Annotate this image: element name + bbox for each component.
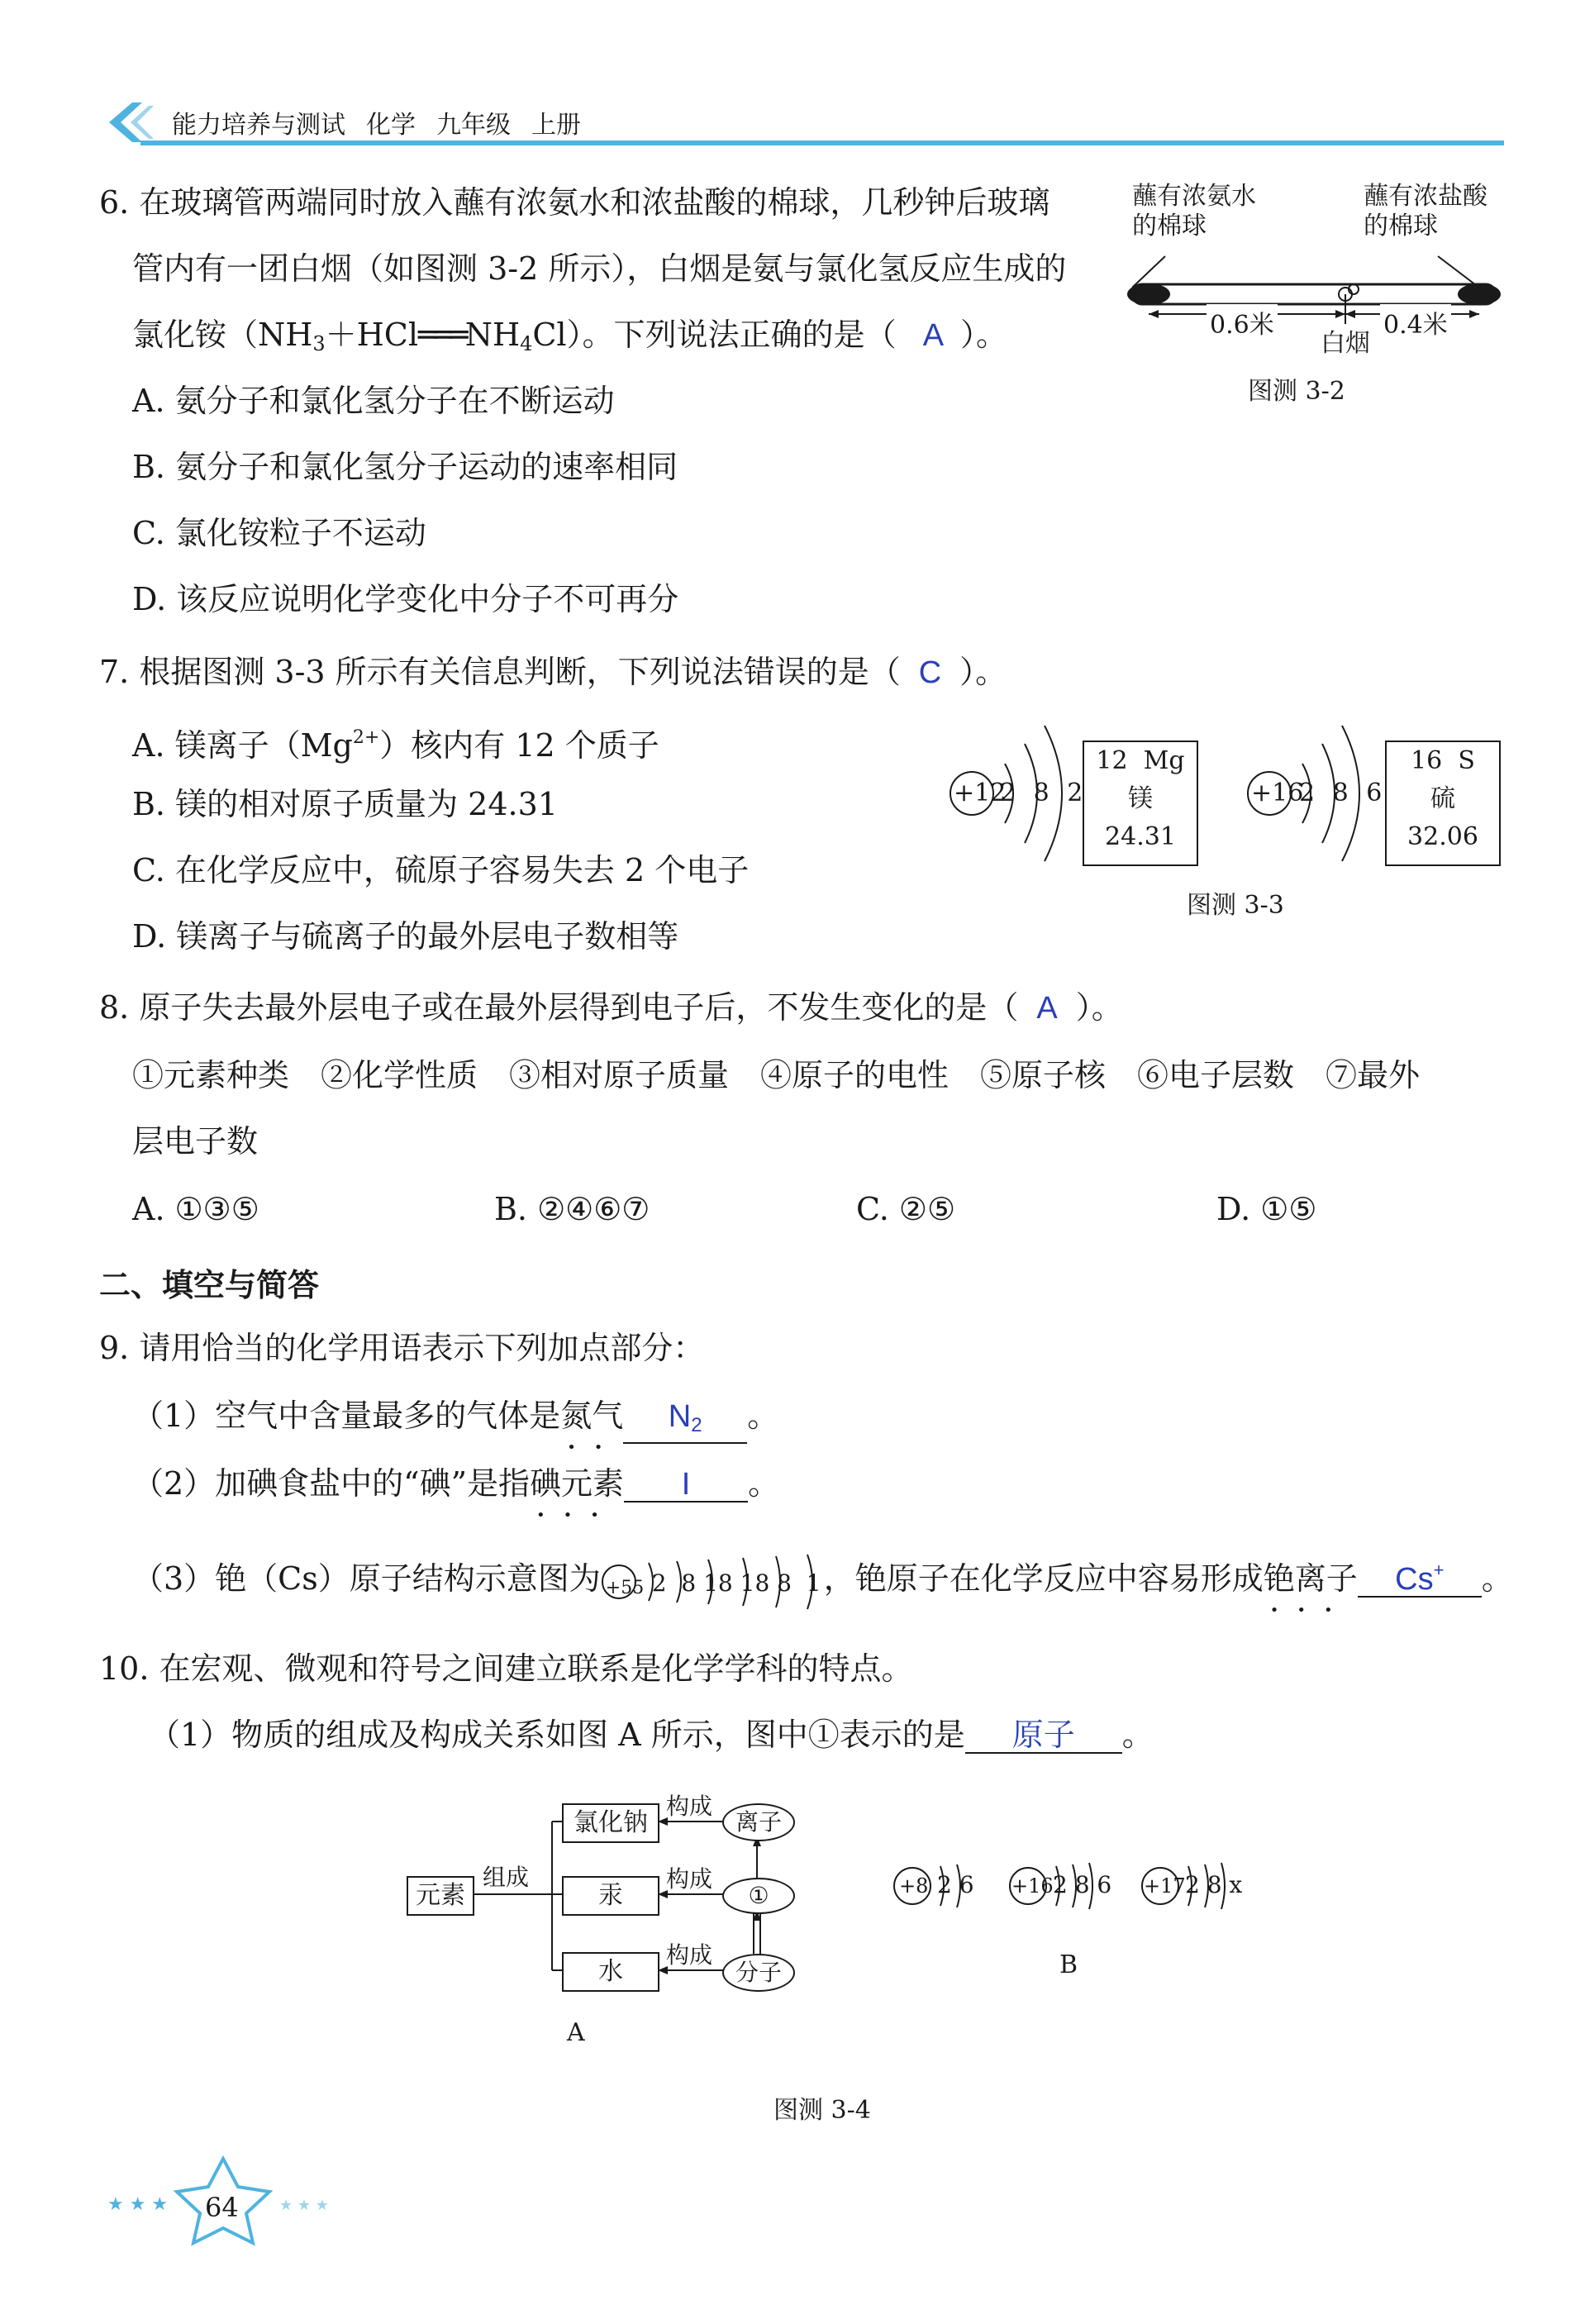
section-2-title: 二、填空与简答 xyxy=(99,1269,320,1303)
q9-p3-answer-blank: Cs+ xyxy=(1358,1554,1482,1598)
q8-option-d: D. ①⑤ xyxy=(1216,1191,1317,1227)
svg-text:★ ★ ★: ★ ★ ★ xyxy=(107,2194,169,2215)
atom-b1-nucleus: +8 xyxy=(899,1874,929,1898)
q8-option-b: B. ②④⑥⑦ xyxy=(494,1191,650,1227)
q7-option-d: D. 镁离子与硫离子的最外层电子数相等 xyxy=(132,918,679,955)
header-rule xyxy=(140,140,1504,145)
fig32-caption: 图测 3-2 xyxy=(1248,377,1345,406)
mg-shells: 2 8 2 xyxy=(1000,779,1083,807)
diagram-b xyxy=(889,1851,1269,1992)
mg-nucleus: +12 xyxy=(954,779,1007,807)
label-build-3: 构成 xyxy=(666,1941,713,1969)
q8-stem: 8. 原子失去最外层电子或在最外层得到电子后，不发生变化的是（ A ）。 xyxy=(99,989,1123,1026)
q8-option-c: C. ②⑤ xyxy=(856,1191,956,1227)
fig34-caption: 图测 3-4 xyxy=(773,2096,871,2125)
header-grade: 九年级 xyxy=(436,112,512,139)
header-arrow-icon xyxy=(99,98,157,147)
q6-line2: 管内有一团白烟（如图测 3-2 所示），白烟是氨与氯化氢反应生成的 xyxy=(132,250,1067,287)
q6-answer: A xyxy=(922,318,945,353)
header-subject: 化学 xyxy=(366,112,416,139)
mg-element-card: 12 Mg 镁 24.31 xyxy=(1083,741,1198,866)
q6-option-c: C. 氯化铵粒子不运动 xyxy=(132,515,426,551)
q7-option-a: A. 镁离子$(Mg^{2+})$核内有 12 个质子 xyxy=(132,727,659,764)
fig33-caption: 图测 3-3 xyxy=(1187,891,1284,920)
figure-3-2 xyxy=(1116,182,1512,413)
header-series: 能力培养与测试 xyxy=(172,112,345,139)
box-nacl: 氯化钠 xyxy=(562,1803,659,1843)
box-hg: 汞 xyxy=(562,1876,659,1916)
q6-option-a: A. 氨分子和氯化氢分子在不断运动 xyxy=(132,383,615,419)
box-water: 水 xyxy=(562,1952,659,1992)
svg-text:★ ★ ★: ★ ★ ★ xyxy=(279,2197,329,2214)
atom-b2-shells: 2 8 6 xyxy=(1053,1871,1112,1898)
q10-p1-answer-blank: 原子 xyxy=(965,1718,1122,1754)
s-nucleus: +16 xyxy=(1251,779,1304,807)
q9-p1-dotted: 氮气 •• xyxy=(560,1398,624,1456)
ellipse-ion: 离子 xyxy=(722,1803,795,1841)
q9-part2: （2）加碘食盐中的“碘”是指碘元素 ••• I 。 xyxy=(132,1465,780,1524)
label-compose: 组成 xyxy=(483,1864,530,1891)
page-footer xyxy=(91,2149,355,2248)
page-number: 64 xyxy=(205,2192,239,2223)
q7-option-b: B. 镁的相对原子质量为 24.31 xyxy=(132,786,558,822)
fig32-smoke-label: 白烟 xyxy=(1321,329,1370,358)
q10-part1: （1）物质的组成及构成关系如图 A 所示，图中①表示的是 原子 。 xyxy=(149,1717,1154,1753)
fig32-dist-right: 0.4米 xyxy=(1380,304,1451,341)
diagram-a-label: A xyxy=(567,2018,585,2047)
q7-option-c: C. 在化学反应中，硫原子容易失去 2 个电子 xyxy=(132,852,750,888)
figure-3-3 xyxy=(942,711,1521,926)
header xyxy=(99,98,1504,147)
fig32-right-label: 蘸有浓盐酸 的棉球 xyxy=(1364,182,1487,240)
q9-stem: 9. 请用恰当的化学用语表示下列加点部分： xyxy=(99,1330,705,1366)
diagram-b-label: B xyxy=(1059,1950,1078,1979)
ellipse-molecule: 分子 xyxy=(722,1954,795,1992)
atom-b2-nucleus: +16 xyxy=(1011,1874,1054,1898)
q6-option-b: B. 氨分子和氯化氢分子运动的速率相同 xyxy=(132,449,678,485)
fig32-left-label: 蘸有浓氨水 的棉球 xyxy=(1132,182,1256,240)
q9-part1: （1）空气中含量最多的气体是氮气 •• $N_2$ 。 xyxy=(132,1398,779,1456)
q9-part3: （3）铯（Cs）原子结构示意图为 +55 2 8 18 18 8 1 ，铯原子在化学反应中容易形成铯离子 ••• Cs+ 。 xyxy=(132,1554,1513,1601)
q6-option-d: D. 该反应说明化学变化中分子不可再分 xyxy=(132,581,679,617)
q8-option-a: A. ①③⑤ xyxy=(132,1191,259,1227)
atom-b3-nucleus: +17 xyxy=(1144,1874,1186,1898)
q9-p3-dotted: 铯离子 ••• xyxy=(1263,1560,1358,1619)
q6-line3: 氯化铵$(NH_3+HCl═══NH_4Cl)$。下列说法正确的是（ A ）。 xyxy=(132,317,1008,355)
q10-stem: 10. 在宏观、微观和符号之间建立联系是化学学科的特点。 xyxy=(99,1650,913,1687)
q8-answer: A xyxy=(1036,991,1058,1026)
ellipse-circle-1: ① xyxy=(722,1878,795,1914)
box-element: 元素 xyxy=(407,1876,474,1916)
q8-items-line2: 层电子数 xyxy=(132,1123,259,1160)
diagram-a xyxy=(397,1777,826,2058)
q9-p2-answer-blank: I xyxy=(624,1467,748,1503)
q8-items-line1: ①元素种类 ②化学性质 ③相对原子质量 ④原子的电性 ⑤原子核 ⑥电子层数 ⑦最外 xyxy=(132,1057,1421,1093)
q7-stem: 7. 根据图测 3-3 所示有关信息判断，下列说法错误的是（ C ）。 xyxy=(99,654,1007,690)
atom-b1-shells: 2 6 xyxy=(937,1871,974,1898)
q6-line1: 6. 在玻璃管两端同时放入蘸有浓氨水和浓盐酸的棉球，几秒钟后玻璃 xyxy=(99,184,1050,221)
glass-tube-diagram xyxy=(1116,248,1512,331)
label-build-2: 构成 xyxy=(666,1865,713,1893)
q9-p1-answer-blank: $N_2$ xyxy=(623,1399,747,1444)
q7-answer: C xyxy=(918,655,942,690)
q9-p2-dotted: 碘元素 ••• xyxy=(530,1465,625,1524)
s-element-card: 16 S 硫 32.06 xyxy=(1385,741,1501,866)
atom-b3-shells: 2 8 x xyxy=(1185,1871,1243,1898)
header-volume: 上册 xyxy=(531,112,582,139)
cs-atom-structure: +55 2 8 18 18 8 1 xyxy=(601,1563,824,1601)
label-build-1: 构成 xyxy=(666,1793,713,1820)
s-shells: 2 8 6 xyxy=(1299,779,1383,807)
fig32-dist-left: 0.6米 xyxy=(1207,304,1278,341)
